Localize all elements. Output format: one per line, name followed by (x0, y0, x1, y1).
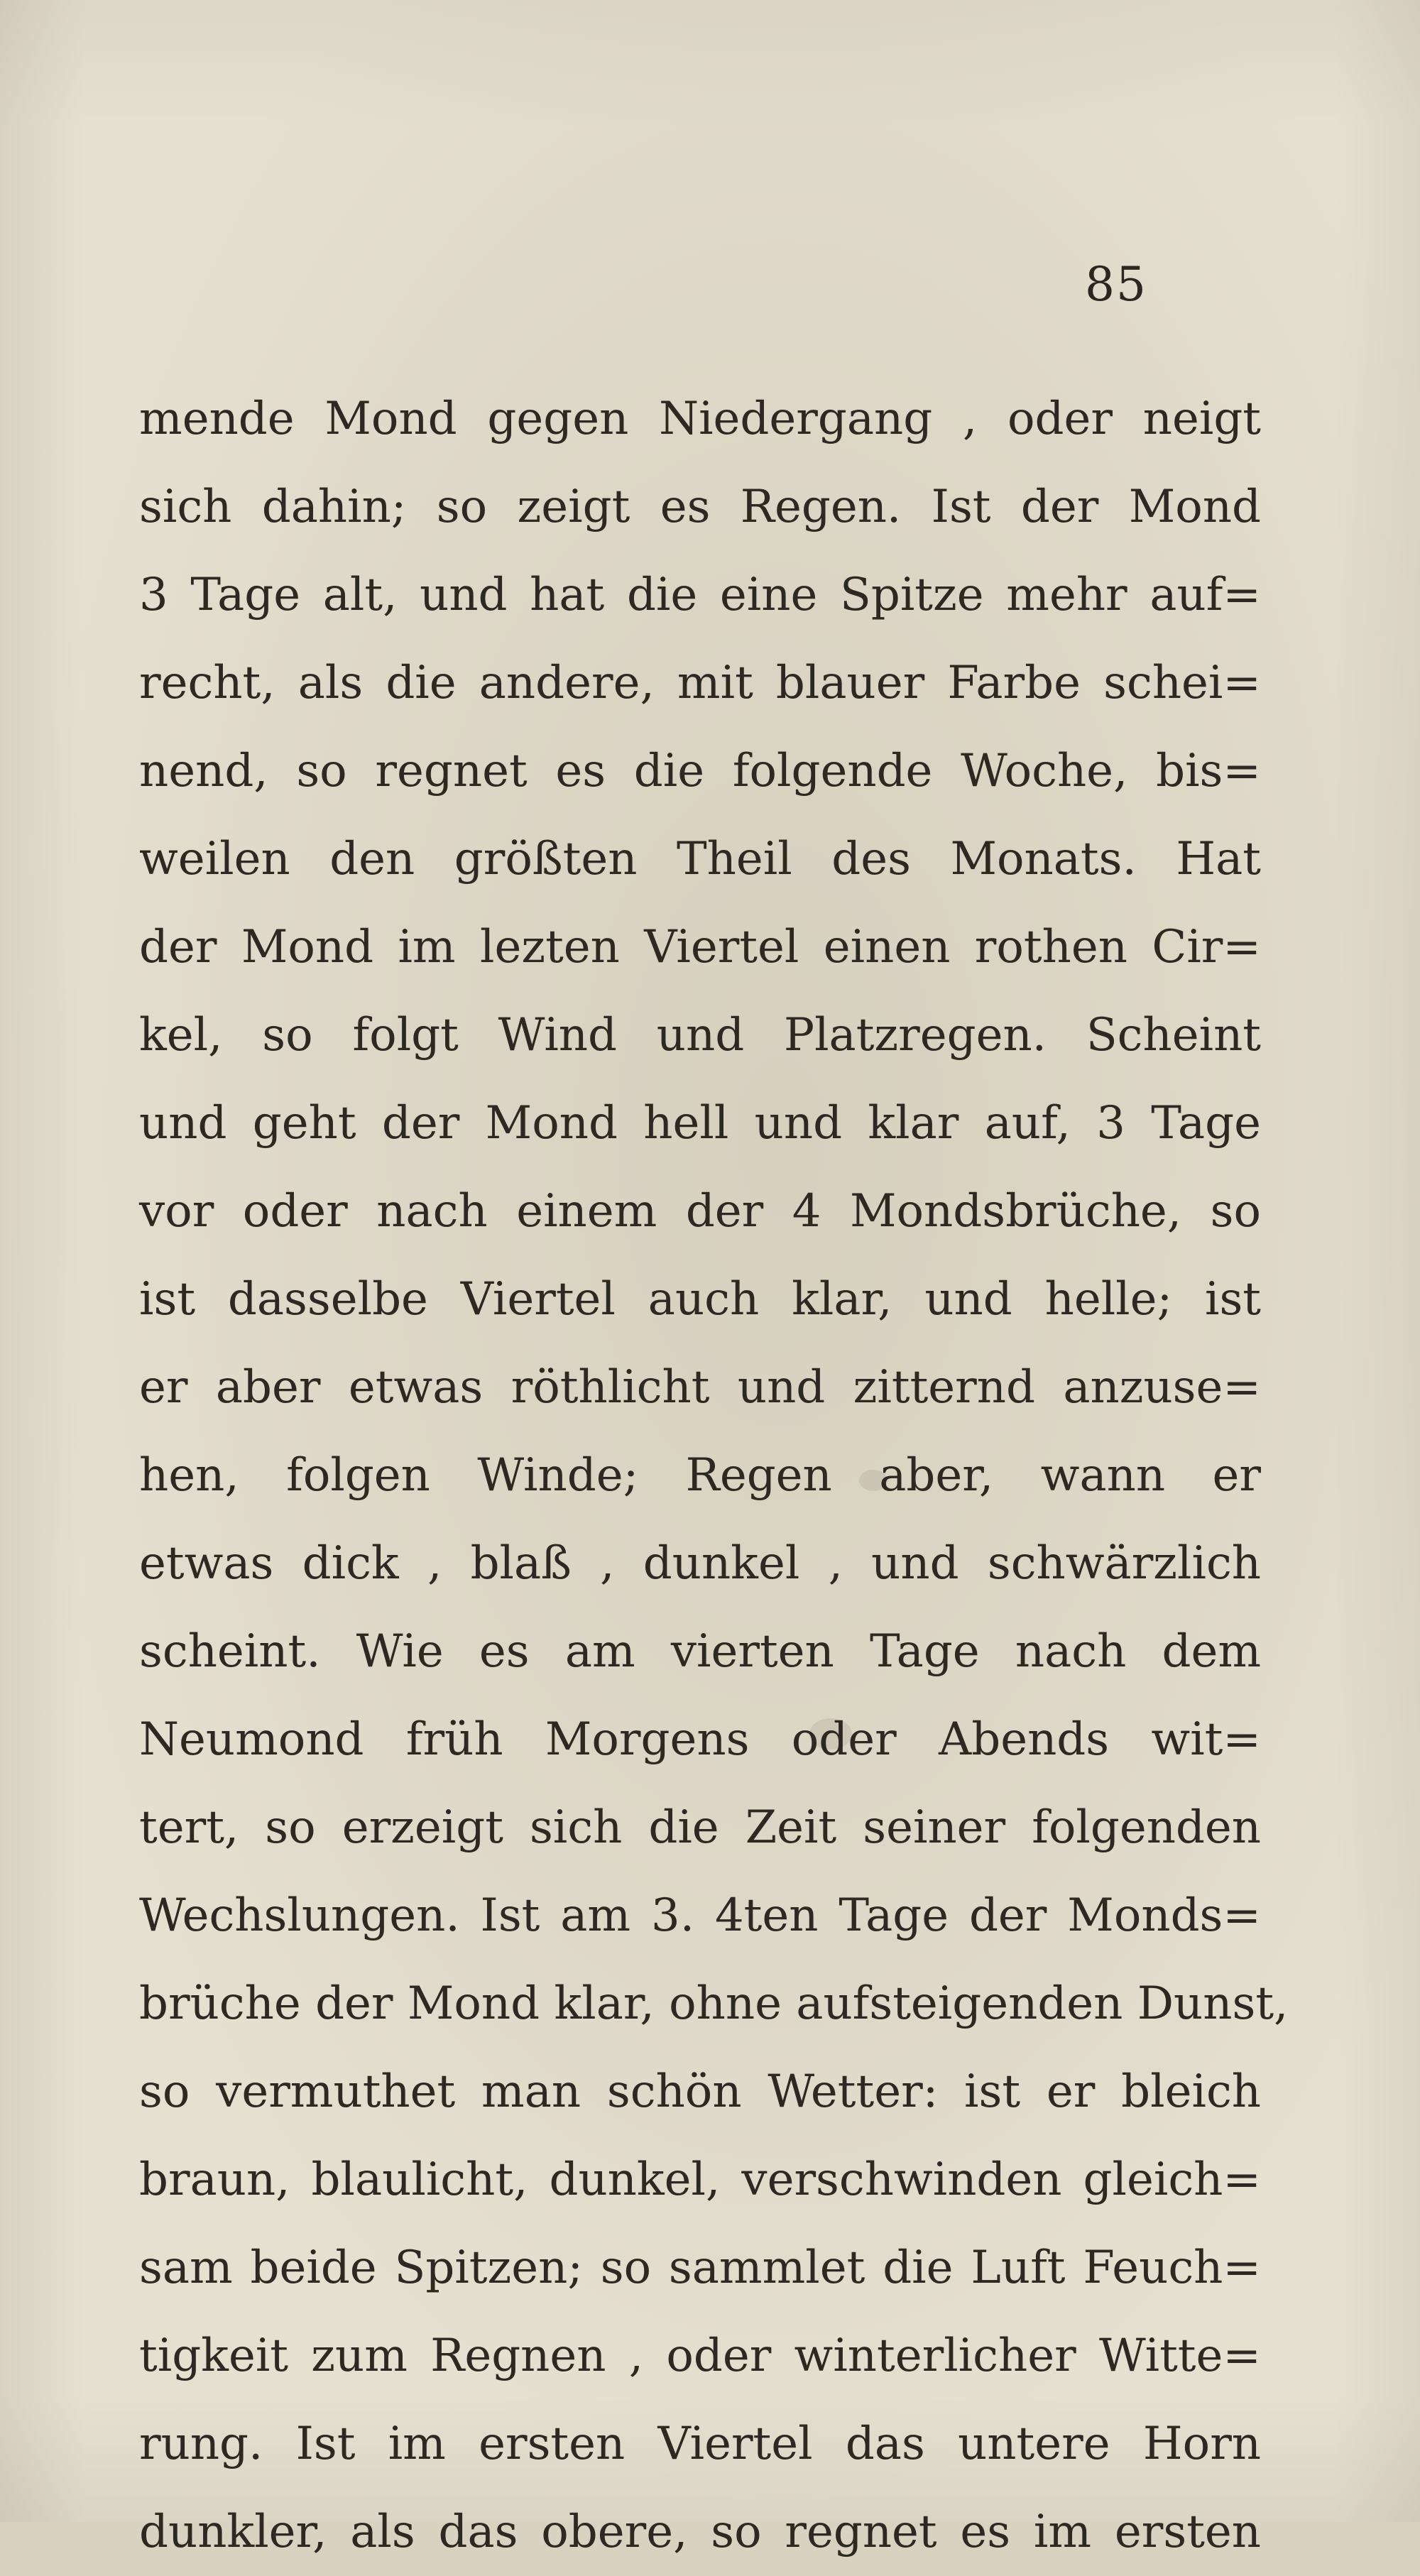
text-line: dunkler, als das obere, so regnet es im ersten (139, 2506, 1261, 2558)
text-line: Neumond früh Morgens oder Abends wit= (139, 1713, 1261, 1766)
text-line: kel, so folgt Wind und Platzregen. Scheint (139, 1009, 1261, 1061)
body-text (139, 375, 1289, 2576)
text-line: vor oder nach einem der 4 Mondsbrüche, so (139, 1185, 1261, 1238)
text-line: ist dasselbe Viertel auch klar, und helle; ist (139, 1273, 1261, 1326)
text-line: Wechslungen. Ist am 3. 4ten Tage der Monds= (139, 1889, 1261, 1942)
text-line: braun, blaulicht, dunkel, verschwinden gleich= (139, 2154, 1261, 2206)
page-number: 85 (1085, 257, 1147, 312)
text-line: hen, folgen Winde; Regen aber, wann er (139, 1449, 1261, 1502)
text-line: mende Mond gegen Niedergang , oder neigt (139, 393, 1261, 445)
text-line: sich dahin; so zeigt es Regen. Ist der Mond (139, 481, 1261, 533)
text-line: so vermuthet man schön Wetter: ist er bleich (139, 2065, 1261, 2118)
text-line: sam beide Spitzen; so sammlet die Luft Feuch= (139, 2242, 1261, 2294)
text-line: tigkeit zum Regnen , oder winterlicher Witte= (139, 2330, 1261, 2382)
text-line: tert, so erzeigt sich die Zeit seiner folgenden (139, 1801, 1261, 1854)
text-line: weilen den größten Theil des Monats. Hat (139, 833, 1261, 885)
text-line: der Mond im lezten Viertel einen rothen Cir= (139, 921, 1261, 973)
text-line: recht, als die andere, mit blauer Farbe schei= (139, 657, 1261, 709)
text-line: rung. Ist im ersten Viertel das untere Horn (139, 2418, 1261, 2470)
text-line: nend, so regnet es die folgende Woche, bis= (139, 745, 1261, 797)
text-line: etwas dick , blaß , dunkel , und schwärzlich (139, 1537, 1261, 1590)
text-line: scheint. Wie es am vierten Tage nach dem (139, 1625, 1261, 1678)
text-line: 3 Tage alt, und hat die eine Spitze mehr auf= (139, 569, 1261, 621)
text-line: und geht der Mond hell und klar auf, 3 Tage (139, 1097, 1261, 1150)
text-line: brüche der Mond klar, ohne aufsteigenden Dunst, (139, 1977, 1289, 2030)
text-line: er aber etwas röthlicht und zitternd anzuse= (139, 1361, 1261, 1414)
